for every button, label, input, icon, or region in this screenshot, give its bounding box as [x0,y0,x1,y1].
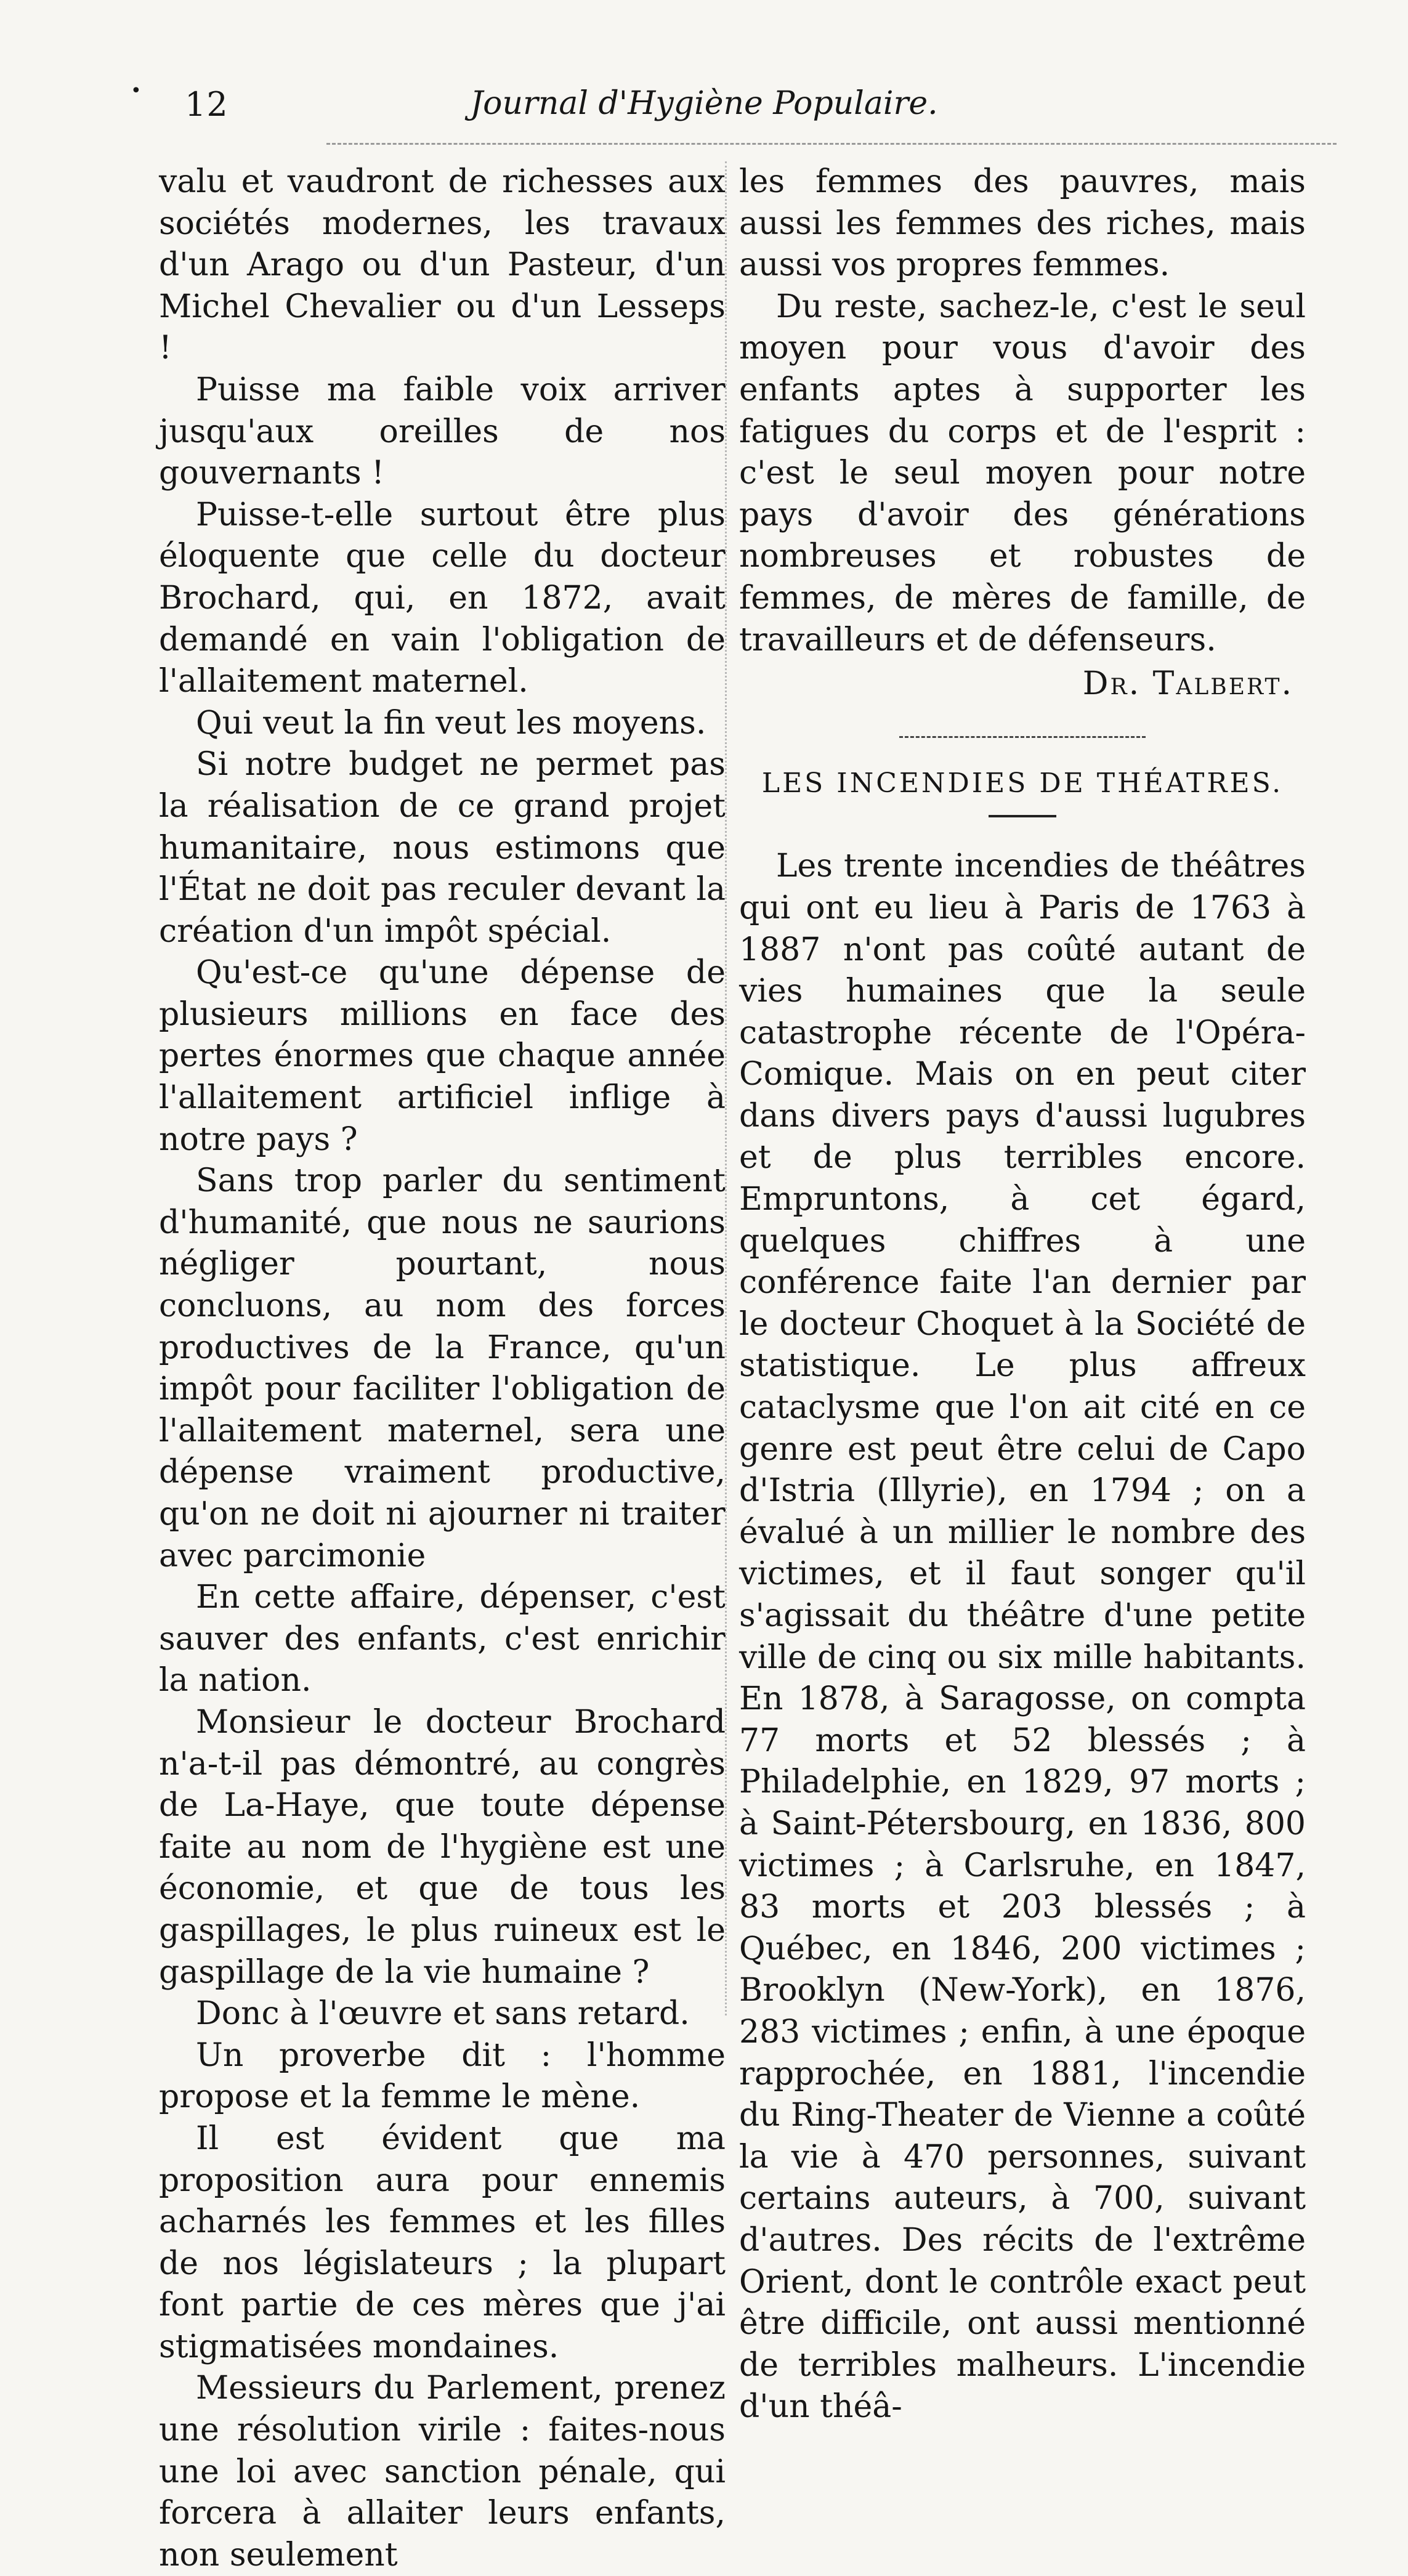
paragraph: Puisse-t-elle surtout être plus éloquente que celle du docteur Brochard, qui, en 1872, avait demandé en vain l'obligation de l'allaitement maternel. [159,496,726,700]
paragraph: Qui veut la fin veut les moyens. [196,704,706,742]
paragraph: Qu'est-ce qu'une dépense de plusieurs millions en face des pertes énormes que chaque année l'allaitement artificiel inflige à notre pays ? [159,954,726,1158]
author-signature: Dr. Talbert. [1082,665,1293,703]
paragraph: Un proverbe dit : l'homme propose et la femme le mène. [159,2036,726,2116]
paragraph: Donc à l'œuvre et sans retard. [196,1995,690,2033]
paragraph: Messieurs du Parlement, prenez une résolution virile : faites-nous une loi avec sanction pénale, qui forcera à allaiter leurs enfants, non seulement [159,2370,726,2574]
section-heading: LES INCENDIES DE THÉATRES. [761,767,1284,799]
print-speck: • [131,80,142,102]
paragraph: Monsieur le docteur Brochard n'a-t-il pas démontré, au congrès de La-Haye, que toute dépense faite au nom de l'hygiène est une économie, et que de tous les gaspillages, le plus ruineux est le gaspillage de la vie humaine ? [159,1703,726,1991]
paragraph: Du reste, sachez-le, c'est le seul moyen pour vous d'avoir des enfants aptes à supporter les fatigues du corps et de l'esprit : c'est le seul moyen pour notre pays d'avoir des générations nombreuses et robustes de femmes, de mères de famille, de travailleurs et de défenseurs. [739,288,1306,658]
paragraph: En cette affaire, dépenser, c'est sauver des enfants, c'est enrichir la nation. [159,1579,726,1699]
paragraph: Il est évident que ma proposition aura pour ennemis acharnés les femmes et les filles de nos législateurs ; la plupart font partie de ces mères que j'ai stigmatisées mondaines. [159,2120,726,2365]
paragraph: Les trente incendies de théâtres qui ont eu lieu à Paris de 1763 à 1887 n'ont pas coûté autant de vies humaines que la seule catastrophe récente de l'Opéra-Comique. Mais on en peut citer dans divers pays d'aussi lugubres et de plus terribles encore. Empruntons, à cet égard, quelques chiffres à une conférence faite l'an dernier par le docteur Choquet à la Société de statistique. Le plus affreux cataclysme que l'on ait cité en ce genre est peut être celui de Capo d'Istria (Illyrie), en 1794 ; on a évalué à un millier le nombre des victimes, et il faut songer qu'il s'agissait du théâtre d'une petite ville de cinq ou six mille habitants. En 1878, à Saragosse, on compta 77 morts et 52 blessés ; à Philadelphie, en 1829, 97 morts ; à Saint-Pétersbourg, en 1836, 800 victimes ; à Carlsruhe, en 1847, 83 morts et 203 blessés ; à Québec, en 1846, 200 victimes ; Brooklyn (New-York), en 1876, 283 victimes ; enfin, à une époque rapprochée, en 1881, l'incendie du Ring-Theater de Vienne a coûté la vie à 470 personnes, suivant certains auteurs, à 700, suivant d'autres. Des récits de l'extrême Orient, dont le contrôle exact peut être difficile, ont aussi mentionné de terribles malheurs. L'incendie d'un théâ- [739,848,1306,2426]
paragraph: valu et vaudront de richesses aux sociétés modernes, les travaux d'un Arago ou d'un Pasteur, d'un Michel Chevalier ou d'un Lesseps ! [159,163,726,367]
header-rule [326,143,1337,145]
page-number: 12 [185,85,229,124]
paragraph: Sans trop parler du sentiment d'humanité, que nous ne saurions négliger pourtant, nous concluons, au nom des forces productives de la France, qu'un impôt pour faciliter l'obligation de l'allaitement maternel, sera une dépense vraiment productive, qu'on ne doit ni ajourner ni traiter avec parcimonie [159,1162,726,1574]
left-column [159,161,726,2576]
paragraph: Puisse ma faible voix arriver jusqu'aux oreilles de nos gouvernants ! [159,371,726,492]
heading-rule [989,815,1056,817]
running-title: Journal d'Hygiène Populaire. [470,85,938,122]
paragraph: les femmes des pauvres, mais aussi les femmes des riches, mais aussi vos propres femmes. [739,163,1306,284]
column-gutter-rule [725,161,727,2015]
right-column [739,161,1306,2428]
section-separator [899,736,1146,738]
paragraph: Si notre budget ne permet pas la réalisation de ce grand projet humanitaire, nous estimons que l'État ne doit pas reculer devant la création d'un impôt spécial. [159,746,726,950]
